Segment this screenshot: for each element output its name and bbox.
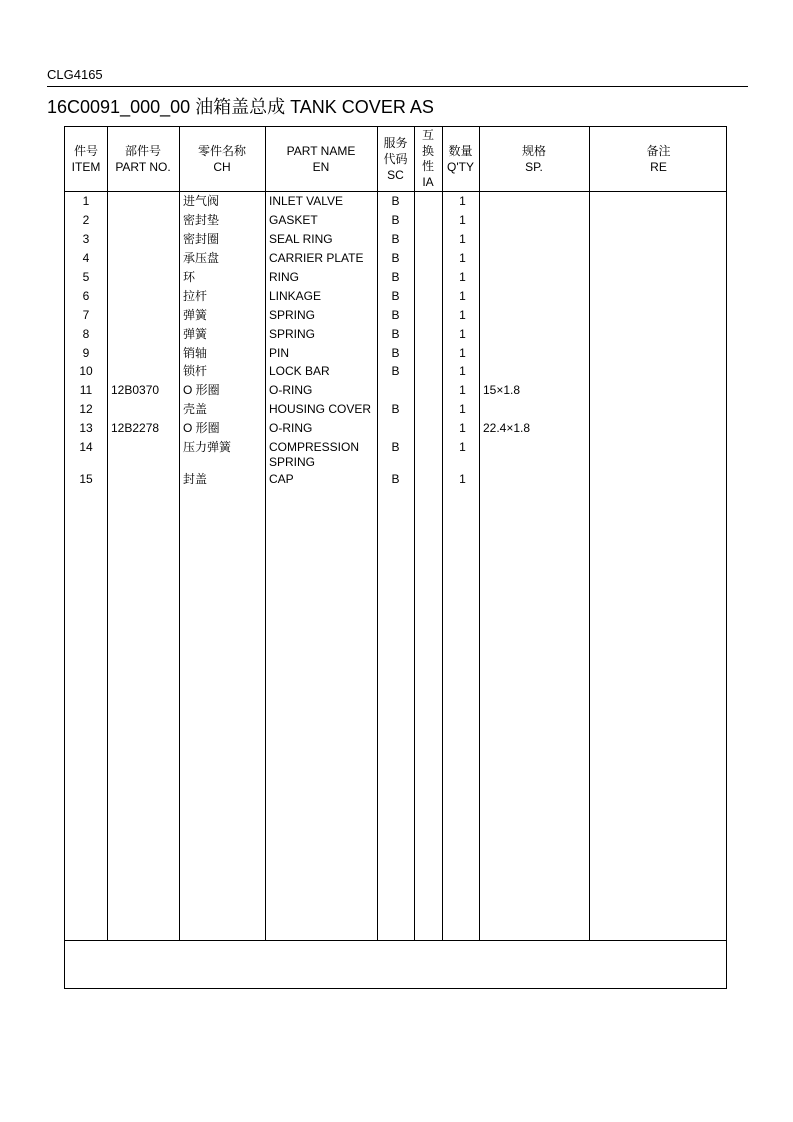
item-cell: 3	[82, 232, 90, 246]
col-divider	[179, 127, 180, 941]
quantity-cell: 1	[459, 346, 466, 360]
name-ch-cell: 拉杆	[183, 289, 208, 303]
name-en-cell: SPRING	[269, 308, 316, 322]
name-en-cell: INLET VALVE	[269, 194, 344, 208]
item-cell: 13	[79, 421, 93, 435]
name-ch-cell: O 形圈	[183, 421, 220, 435]
header-rule	[47, 86, 748, 87]
header-name-en: PART NAME EN	[286, 144, 356, 174]
quantity-cell: 1	[459, 194, 466, 208]
quantity-cell: 1	[459, 308, 466, 322]
spec-cell: 15×1.8	[483, 383, 521, 397]
item-cell: 14	[79, 440, 93, 454]
item-cell: 8	[82, 327, 90, 341]
name-en-cell: CARRIER PLATE	[269, 251, 364, 265]
item-cell: 6	[82, 289, 90, 303]
service-code-cell: B	[391, 232, 400, 246]
name-en-cell: LOCK BAR	[269, 364, 330, 378]
header-sc: 服务 代码 SC	[383, 136, 408, 182]
item-cell: 4	[82, 251, 90, 265]
col-divider	[589, 127, 590, 941]
service-code-cell: B	[391, 440, 400, 454]
quantity-cell: 1	[459, 472, 466, 486]
item-cell: 10	[79, 364, 93, 378]
service-code-cell: B	[391, 364, 400, 378]
page-title: 16C0091_000_00 油箱盖总成 TANK COVER AS	[47, 97, 434, 117]
quantity-cell: 1	[459, 421, 466, 435]
item-cell: 9	[82, 346, 90, 360]
name-en-cell: HOUSING COVER	[269, 402, 372, 416]
header-item: 件号 ITEM	[71, 144, 101, 174]
name-en-cell: CAP	[269, 472, 294, 486]
service-code-cell: B	[391, 308, 400, 322]
service-code-cell: B	[391, 289, 400, 303]
name-en-cell: LINKAGE	[269, 289, 322, 303]
name-en-cell: COMPRESSION SPRING	[269, 440, 360, 469]
name-en-cell: O-RING	[269, 421, 313, 435]
model-code: CLG4165	[47, 67, 103, 82]
quantity-cell: 1	[459, 383, 466, 397]
service-code-cell: B	[391, 327, 400, 341]
name-ch-cell: 销轴	[183, 346, 208, 360]
name-en-cell: O-RING	[269, 383, 313, 397]
name-ch-cell: 承压盘	[183, 251, 220, 265]
name-ch-cell: 弹簧	[183, 308, 208, 322]
name-ch-cell: 进气阀	[183, 194, 220, 208]
col-divider	[414, 127, 415, 941]
header-remark: 备注 RE	[646, 144, 671, 174]
part-no-cell: 12B2278	[111, 421, 160, 435]
header-ia: 互 换 性 IA	[421, 128, 434, 189]
service-code-cell: B	[391, 270, 400, 284]
name-en-cell: SPRING	[269, 327, 316, 341]
item-cell: 2	[82, 213, 90, 227]
col-divider	[377, 127, 378, 941]
header-spec: 规格 SP.	[521, 144, 546, 174]
name-en-cell: GASKET	[269, 213, 318, 227]
item-cell: 1	[82, 194, 90, 208]
service-code-cell: B	[391, 402, 400, 416]
item-cell: 5	[82, 270, 90, 284]
name-ch-cell: 锁杆	[183, 364, 208, 378]
quantity-cell: 1	[459, 213, 466, 227]
col-divider	[479, 127, 480, 941]
part-no-cell: 12B0370	[111, 383, 160, 397]
quantity-cell: 1	[459, 364, 466, 378]
col-divider	[107, 127, 108, 941]
header-name-ch: 零件名称 CH	[197, 144, 246, 174]
name-ch-cell: 压力弹簧	[183, 440, 232, 454]
quantity-cell: 1	[459, 327, 466, 341]
header-bottom-line	[65, 191, 726, 192]
quantity-cell: 1	[459, 251, 466, 265]
spec-cell: 22.4×1.8	[483, 421, 531, 435]
service-code-cell: B	[391, 472, 400, 486]
service-code-cell: B	[391, 346, 400, 360]
quantity-cell: 1	[459, 232, 466, 246]
name-ch-cell: O 形圈	[183, 383, 220, 397]
name-ch-cell: 弹簧	[183, 327, 208, 341]
item-cell: 15	[79, 472, 93, 486]
name-en-cell: RING	[269, 270, 299, 284]
quantity-cell: 1	[459, 270, 466, 284]
quantity-cell: 1	[459, 289, 466, 303]
item-cell: 7	[82, 308, 90, 322]
col-divider	[442, 127, 443, 941]
service-code-cell: B	[391, 213, 400, 227]
name-en-cell: PIN	[269, 346, 290, 360]
service-code-cell: B	[391, 251, 400, 265]
header-part-no: 部件号 PART NO.	[115, 144, 171, 174]
name-ch-cell: 密封圈	[183, 232, 220, 246]
col-divider	[265, 127, 266, 941]
name-ch-cell: 密封垫	[183, 213, 220, 227]
header-qty: 数量 Q'TY	[447, 144, 474, 174]
name-ch-cell: 壳盖	[183, 402, 208, 416]
name-ch-cell: 封盖	[183, 472, 208, 486]
parts-table	[64, 126, 727, 989]
name-ch-cell: 环	[183, 270, 196, 284]
quantity-cell: 1	[459, 440, 466, 454]
footer-top-line	[65, 940, 726, 941]
quantity-cell: 1	[459, 402, 466, 416]
name-en-cell: SEAL RING	[269, 232, 333, 246]
item-cell: 12	[79, 402, 93, 416]
service-code-cell: B	[391, 194, 400, 208]
item-cell: 11	[79, 383, 93, 397]
